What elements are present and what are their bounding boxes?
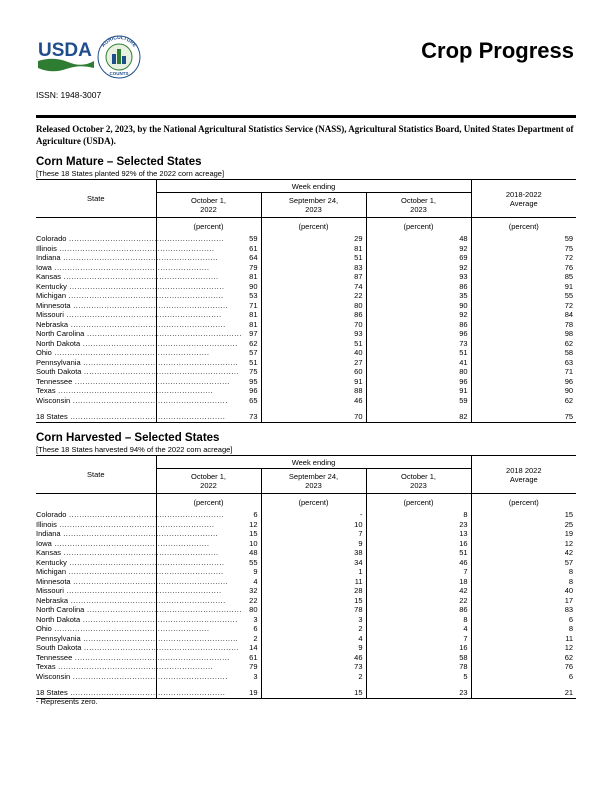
percent-value: 80 [366,367,471,377]
percent-value: 8 [471,624,576,634]
percent-value: 97 [156,329,261,339]
state-name: North Dakota ............................................................ [36,338,238,348]
percent-value: 58 [471,348,576,358]
table-row [36,263,576,273]
table-row [36,329,576,339]
state-name: Wisconsin ............................................................ [36,671,228,681]
usda-logo [36,34,96,74]
percent-value: 81 [156,272,261,282]
total-value: 19 [156,688,261,699]
state-name: Kansas ............................................................ [36,548,219,557]
week-column-header: October 1, 2023 [366,193,471,218]
table-row [36,253,576,263]
percent-value: 1 [261,567,366,577]
percent-value: 90 [471,386,576,396]
total-row [36,688,576,699]
percent-value: 46 [261,653,366,663]
percent-value: 63 [471,358,576,368]
issn-number: ISSN: 1948-3007 [36,90,102,100]
corn-mature-section [36,156,576,423]
percent-value: 18 [366,577,471,587]
percent-value: 8 [471,577,576,587]
percent-value: 3 [156,615,261,625]
percent-value: 8 [366,510,471,520]
percent-value: 88 [261,386,366,396]
table-note: [These 18 States harvested 94% of the 2022 corn acreage] [36,445,233,454]
percent-value: 57 [471,558,576,568]
percent-value: 9 [261,539,366,549]
percent-value: 62 [471,339,576,349]
percent-value: 78 [471,320,576,330]
percent-value: 71 [156,301,261,311]
percent-value: 4 [156,577,261,587]
percent-value: 80 [156,605,261,615]
percent-value: 22 [366,596,471,606]
percent-value: 7 [261,529,366,539]
percent-value: 70 [261,320,366,330]
unit-label: (percent) [156,218,261,235]
percent-value: 86 [366,605,471,615]
percent-value: 91 [261,377,366,387]
percent-value: 90 [366,301,471,311]
state-name: Pennsylvania ............................................................ [36,357,239,367]
percent-value: 12 [471,539,576,549]
percent-value: 2 [261,624,366,634]
percent-value: 11 [471,634,576,644]
week-ending-header: Week ending [156,456,471,469]
agriculture-counts-seal [96,34,142,80]
percent-value: 73 [366,339,471,349]
percent-value: 15 [261,596,366,606]
percent-value: 25 [471,520,576,530]
state-name: Missouri ............................................................ [36,310,222,319]
table-row [36,367,576,377]
percent-value: 91 [471,282,576,292]
week-column-header: September 24, 2023 [261,469,366,494]
percent-value: 92 [366,310,471,320]
percent-value: 83 [261,263,366,273]
percent-value: 11 [261,577,366,587]
percent-value: 96 [366,377,471,387]
table-row [36,282,576,292]
percent-value: 2 [261,672,366,682]
table-title: Corn Harvested – Selected States [36,432,220,444]
percent-value: 13 [366,529,471,539]
table-row [36,358,576,368]
percent-value: 8 [471,567,576,577]
percent-value: 58 [366,653,471,663]
percent-value: 51 [261,339,366,349]
state-name: Texas ............................................................ [36,386,214,395]
percent-value: 32 [156,586,261,596]
table-row [36,558,576,568]
unit-label: (percent) [366,494,471,511]
percent-value: 60 [261,367,366,377]
state-column-header: State [36,180,156,218]
percent-value: 59 [156,234,261,244]
state-name: Ohio ............................................................ [36,624,210,633]
total-label: 18 States ............................................................ [36,688,226,697]
percent-value: 86 [261,310,366,320]
state-name: Michigan ............................................................ [36,567,224,576]
footnote: - Represents zero. [36,697,98,706]
percent-value: 23 [366,520,471,530]
week-ending-header: Week ending [156,180,471,193]
state-name: Nebraska ............................................................ [36,595,226,605]
table-row [36,386,576,396]
total-row [36,412,576,423]
percent-value: 4 [366,624,471,634]
percent-value: 10 [156,539,261,549]
percent-value: 34 [261,558,366,568]
percent-value: 16 [366,643,471,653]
percent-value: 62 [471,396,576,406]
state-name: Texas ............................................................ [36,662,214,671]
state-name: Illinois ............................................................ [36,519,215,529]
state-name: Illinois ............................................................ [36,243,215,253]
table-row [36,320,576,330]
percent-value: 10 [261,520,366,530]
usda-logo-text: USDA [38,40,92,61]
percent-value: 19 [471,529,576,539]
state-name: Iowa ............................................................ [36,538,210,548]
percent-value: 51 [366,348,471,358]
table-row [36,596,576,606]
percent-value: 72 [471,253,576,263]
percent-value: 40 [261,348,366,358]
header-rule [36,115,576,118]
percent-value: 93 [366,272,471,282]
table-row [36,377,576,387]
percent-value: 96 [471,377,576,387]
percent-value: 38 [261,548,366,558]
total-label: 18 States ............................................................ [36,412,226,421]
percent-value: - [261,510,366,520]
table-row [36,234,576,244]
percent-value: 46 [261,396,366,406]
table-row [36,662,576,672]
percent-value: 55 [471,291,576,301]
percent-value: 7 [366,567,471,577]
state-name: South Dakota ............................................................ [36,643,240,652]
state-name: Kentucky ............................................................ [36,281,225,291]
state-name: Pennsylvania ............................................................ [36,633,239,643]
percent-value: 22 [156,596,261,606]
table-row [36,291,576,301]
percent-value: 35 [366,291,471,301]
percent-value: 76 [471,662,576,672]
table-row [36,634,576,644]
state-name: Iowa ............................................................ [36,262,210,272]
state-name: Colorado ............................................................ [36,510,225,519]
percent-value: 79 [156,662,261,672]
percent-value: 6 [156,510,261,520]
table-row [36,348,576,358]
state-name: Tennessee ............................................................ [36,376,230,386]
release-statement: Released October 2, 2023, by the National Agricultural Statistics Service (NASS), Agricultural Statistics Board, United States Department of Agriculture (USDA). [36,124,574,146]
percent-value: 14 [156,643,261,653]
percent-value: 75 [471,244,576,254]
state-name: Wisconsin ............................................................ [36,395,228,405]
average-column-header: 2018 2022 Average [471,456,576,494]
state-name: North Carolina ............................................................ [36,605,242,614]
unit-label: (percent) [366,218,471,235]
percent-value: 75 [156,367,261,377]
state-name: Missouri ............................................................ [36,586,222,595]
percent-value: 42 [471,548,576,558]
percent-value: 17 [471,596,576,606]
percent-value: 83 [471,605,576,615]
percent-value: 92 [366,263,471,273]
crop-progress-table [36,179,576,423]
percent-value: 6 [156,624,261,634]
unit-label: (percent) [471,218,576,235]
percent-value: 48 [156,548,261,558]
percent-value: 40 [471,586,576,596]
percent-value: 79 [156,263,261,273]
total-value: 73 [156,412,261,423]
table-row [36,520,576,530]
state-column-header: State [36,456,156,494]
percent-value: 73 [261,662,366,672]
report-header [36,34,576,80]
percent-value: 81 [156,320,261,330]
table-row [36,396,576,406]
percent-value: 51 [366,548,471,558]
percent-value: 74 [261,282,366,292]
percent-value: 16 [366,539,471,549]
table-row [36,643,576,653]
table-row [36,672,576,682]
state-name: Minnesota ............................................................ [36,576,229,586]
corn-harvested-section [36,432,576,699]
percent-value: 42 [366,586,471,596]
percent-value: 3 [261,615,366,625]
percent-value: 6 [471,615,576,625]
state-name: North Dakota ............................................................ [36,614,238,624]
report-title: Crop Progress [421,38,574,63]
percent-value: 55 [156,558,261,568]
percent-value: 95 [156,377,261,387]
percent-value: 29 [261,234,366,244]
table-row [36,605,576,615]
table-row [36,510,576,520]
percent-value: 91 [366,386,471,396]
total-value: 15 [261,688,366,699]
percent-value: 80 [261,301,366,311]
percent-value: 9 [261,643,366,653]
state-name: Indiana ............................................................ [36,529,219,538]
table-row [36,272,576,282]
percent-value: 12 [471,643,576,653]
table-title: Corn Mature – Selected States [36,156,202,168]
percent-value: 28 [261,586,366,596]
table-note: [These 18 States planted 92% of the 2022 corn acreage] [36,169,225,178]
percent-value: 86 [366,320,471,330]
percent-value: 7 [366,634,471,644]
table-row [36,244,576,254]
percent-value: 62 [471,653,576,663]
table-row [36,624,576,634]
table-row [36,586,576,596]
percent-value: 96 [156,386,261,396]
percent-value: 61 [156,244,261,254]
table-row [36,529,576,539]
table-row [36,653,576,663]
svg-text:AGRICULTURE: AGRICULTURE [100,34,138,49]
table-row [36,615,576,625]
percent-value: 86 [366,282,471,292]
percent-value: 15 [471,510,576,520]
percent-value: 51 [261,253,366,263]
percent-value: 27 [261,358,366,368]
table-row [36,339,576,349]
week-column-header: September 24, 2023 [261,193,366,218]
state-name: Kansas ............................................................ [36,272,219,281]
total-value: 82 [366,412,471,423]
total-value: 23 [366,688,471,699]
unit-label: (percent) [261,218,366,235]
crop-progress-table [36,455,576,699]
percent-value: 98 [471,329,576,339]
state-name: North Carolina ............................................................ [36,329,242,338]
table-row [36,577,576,587]
percent-value: 12 [156,520,261,530]
state-name: Ohio ............................................................ [36,348,210,357]
percent-value: 81 [156,310,261,320]
percent-value: 90 [156,282,261,292]
total-value: 21 [471,688,576,699]
percent-value: 78 [261,605,366,615]
percent-value: 84 [471,310,576,320]
week-column-header: October 1, 2022 [156,469,261,494]
percent-value: 8 [366,615,471,625]
percent-value: 76 [471,263,576,273]
percent-value: 3 [156,672,261,682]
percent-value: 61 [156,653,261,663]
state-name: Kentucky ............................................................ [36,557,225,567]
percent-value: 64 [156,253,261,263]
table-row [36,539,576,549]
state-name: Nebraska ............................................................ [36,319,226,329]
percent-value: 2 [156,634,261,644]
percent-value: 87 [261,272,366,282]
percent-value: 5 [366,672,471,682]
percent-value: 65 [156,396,261,406]
state-name: Michigan ............................................................ [36,291,224,300]
percent-value: 81 [261,244,366,254]
percent-value: 41 [366,358,471,368]
percent-value: 6 [471,672,576,682]
percent-value: 48 [366,234,471,244]
percent-value: 96 [366,329,471,339]
percent-value: 92 [366,244,471,254]
percent-value: 59 [471,234,576,244]
unit-label: (percent) [261,494,366,511]
percent-value: 22 [261,291,366,301]
week-column-header: October 1, 2022 [156,193,261,218]
table-row [36,310,576,320]
percent-value: 72 [471,301,576,311]
percent-value: 78 [366,662,471,672]
percent-value: 62 [156,339,261,349]
percent-value: 15 [156,529,261,539]
average-column-header: 2018-2022 Average [471,180,576,218]
percent-value: 71 [471,367,576,377]
table-row [36,548,576,558]
table-row [36,301,576,311]
svg-text:COUNTS: COUNTS [109,71,129,76]
percent-value: 9 [156,567,261,577]
percent-value: 59 [366,396,471,406]
state-name: South Dakota ............................................................ [36,367,240,376]
total-value: 70 [261,412,366,423]
percent-value: 51 [156,358,261,368]
state-name: Indiana ............................................................ [36,253,219,262]
percent-value: 46 [366,558,471,568]
percent-value: 4 [261,634,366,644]
state-name: Minnesota ............................................................ [36,300,229,310]
percent-value: 53 [156,291,261,301]
unit-label: (percent) [156,494,261,511]
unit-label: (percent) [471,494,576,511]
state-name: Tennessee ............................................................ [36,652,230,662]
week-column-header: October 1, 2023 [366,469,471,494]
state-name: Colorado ............................................................ [36,234,225,243]
percent-value: 85 [471,272,576,282]
table-row [36,567,576,577]
total-value: 75 [471,412,576,423]
percent-value: 57 [156,348,261,358]
percent-value: 69 [366,253,471,263]
percent-value: 93 [261,329,366,339]
